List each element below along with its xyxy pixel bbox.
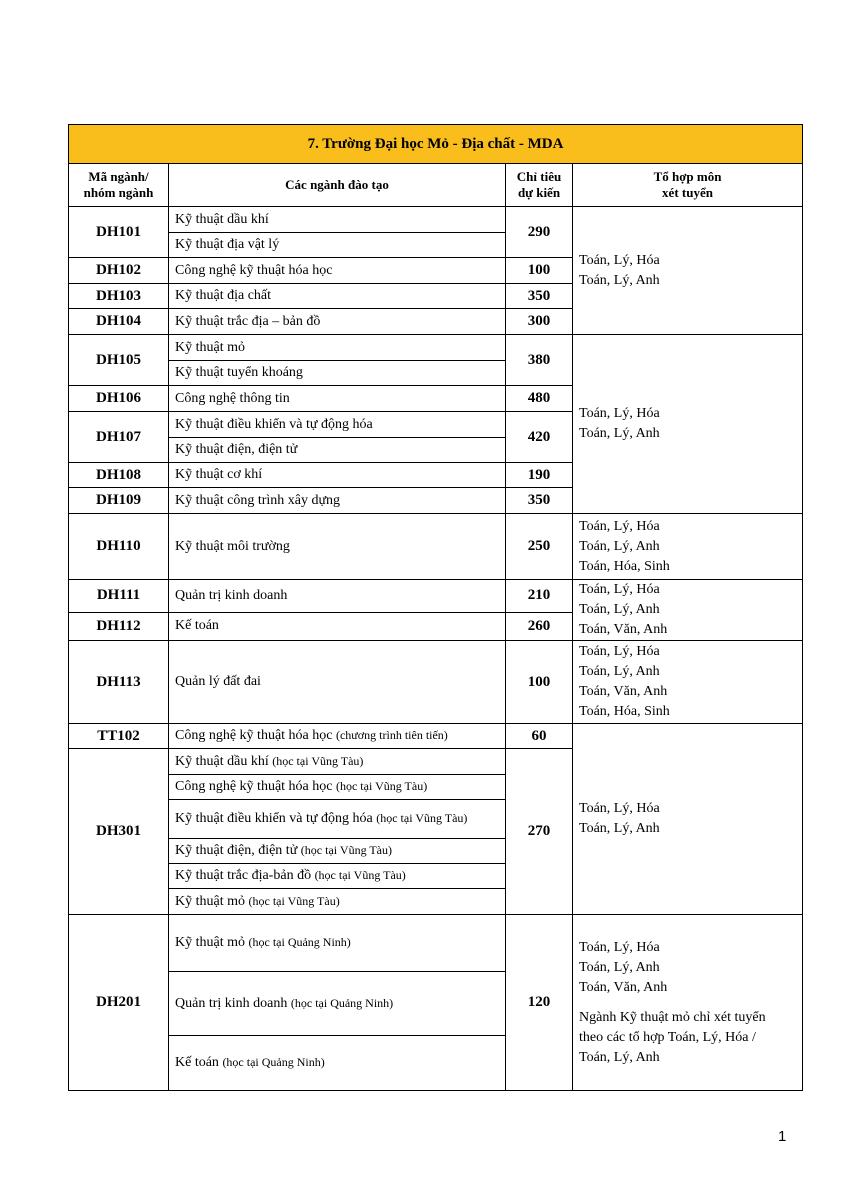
combo-line: Toán, Văn, Anh <box>579 622 668 637</box>
quota-value: 380 <box>506 335 573 386</box>
major-name <box>169 438 506 463</box>
major-name-text: Quản trị kinh doanh <box>175 587 288 603</box>
major-note: (chương trình tiên tiến) <box>335 728 448 742</box>
table-row <box>69 641 803 724</box>
major-name-text: Kỹ thuật mỏ <box>175 339 245 355</box>
major-name-text: Kế toán <box>175 618 219 634</box>
major-name <box>169 361 506 386</box>
major-name <box>169 580 506 613</box>
major-note: (học tại Vũng Tàu) <box>314 868 406 882</box>
major-name <box>169 641 506 724</box>
major-code: DH105 <box>69 335 169 386</box>
major-name-text: Kỹ thuật dầu khí <box>175 211 269 227</box>
major-name-text: Kỹ thuật địa vật lý <box>175 237 280 252</box>
major-code: DH106 <box>69 386 169 412</box>
major-code: DH103 <box>69 284 169 309</box>
quota-value: 60 <box>506 724 573 749</box>
combo-line: Toán, Lý, Anh <box>579 959 660 975</box>
combo-line: Toán, Lý, Hóa <box>579 582 660 597</box>
quota-value: 420 <box>506 412 573 463</box>
major-code: DH113 <box>69 641 169 724</box>
major-name <box>169 335 506 361</box>
major-note: (học tại Quảng Ninh) <box>290 995 394 1010</box>
quota-value: 350 <box>506 488 573 514</box>
table-row <box>69 335 803 361</box>
table-row <box>69 580 803 613</box>
quota-value: 210 <box>506 580 573 613</box>
page-number: 1 <box>778 1128 787 1145</box>
combo-note-line: Toán, Lý, Anh <box>579 1049 660 1065</box>
major-name <box>169 839 506 864</box>
combo-line: Toán, Lý, Hóa <box>579 644 660 659</box>
major-name <box>169 412 506 438</box>
combo-line: Toán, Lý, Anh <box>579 272 660 288</box>
quota-value: 300 <box>506 309 573 335</box>
combo-line: Toán, Lý, Hóa <box>579 518 660 534</box>
combo-line: Toán, Văn, Anh <box>579 979 668 995</box>
combo-line: Toán, Lý, Anh <box>579 664 660 679</box>
header-code: Mã ngành/ nhóm ngành <box>69 164 169 207</box>
major-name-text: Kỹ thuật mỏ <box>175 935 245 950</box>
combo-cell <box>573 514 803 580</box>
table-row <box>69 207 803 233</box>
combo-line: Toán, Văn, Anh <box>579 684 668 699</box>
major-code: TT102 <box>69 724 169 749</box>
major-name <box>169 284 506 309</box>
combo-line: Toán, Lý, Anh <box>579 821 660 836</box>
major-name <box>169 915 506 972</box>
header-majors: Các ngành đào tạo <box>169 164 506 207</box>
major-name-text: Kỹ thuật điều khiển và tự động hóa <box>175 811 373 826</box>
quota-value: 250 <box>506 514 573 580</box>
major-name <box>169 749 506 775</box>
major-name <box>169 864 506 889</box>
school-title: 7. Trường Đại học Mỏ - Địa chất - MDA <box>69 125 803 164</box>
admissions-table <box>68 124 803 1091</box>
combo-line: Toán, Hóa, Sinh <box>579 704 670 719</box>
quota-value: 290 <box>506 207 573 258</box>
combo-cell <box>573 207 803 335</box>
quota-value: 270 <box>506 749 573 915</box>
major-name <box>169 612 506 640</box>
combo-cell <box>573 724 803 915</box>
combo-cell <box>573 335 803 514</box>
major-code: DH301 <box>69 749 169 915</box>
major-name <box>169 309 506 335</box>
major-name-text: Công nghệ kỹ thuật hóa học <box>175 262 333 278</box>
major-code: DH107 <box>69 412 169 463</box>
major-name-text: Kỹ thuật trắc địa – bản đồ <box>175 313 321 329</box>
major-code: DH101 <box>69 207 169 258</box>
major-name-text: Kỹ thuật môi trường <box>175 538 290 554</box>
combo-line: Toán, Lý, Hóa <box>579 406 660 421</box>
major-name-text: Công nghệ kỹ thuật hóa học <box>175 779 333 794</box>
major-name <box>169 233 506 258</box>
major-name-text: Kỹ thuật dầu khí <box>175 753 269 769</box>
combo-cell <box>573 641 803 724</box>
major-name-text: Quản trị kinh doanh <box>175 995 288 1011</box>
header-combos: Tổ hợp môn xét tuyển <box>573 164 803 207</box>
combo-line: Toán, Lý, Hóa <box>579 252 660 268</box>
major-name-text: Kỹ thuật điện, điện tử <box>175 442 298 457</box>
major-code: DH111 <box>69 580 169 613</box>
combo-line: Toán, Lý, Hóa <box>579 801 660 816</box>
major-name-text: Công nghệ thông tin <box>175 390 290 406</box>
major-name-text: Quản lý đất đai <box>175 674 261 689</box>
major-note: (học tại Quảng Ninh) <box>248 935 351 949</box>
major-code: DH110 <box>69 514 169 580</box>
combo-spacer <box>579 998 796 1008</box>
quota-value: 120 <box>506 915 573 1091</box>
quota-value: 190 <box>506 463 573 488</box>
combo-line: Toán, Lý, Anh <box>579 538 660 554</box>
quota-value: 100 <box>506 258 573 284</box>
table-row <box>69 915 803 972</box>
major-name <box>169 1036 506 1091</box>
major-name <box>169 258 506 284</box>
major-name <box>169 463 506 488</box>
major-name <box>169 889 506 915</box>
major-note: (học tại Vũng Tàu) <box>272 753 364 768</box>
combo-line: Toán, Lý, Anh <box>579 602 660 617</box>
combo-line: Toán, Lý, Hóa <box>579 939 660 955</box>
table-row <box>69 724 803 749</box>
major-note: (học tại Vũng Tàu) <box>248 893 340 908</box>
combo-cell <box>573 915 803 1091</box>
major-note: (học tại Vũng Tàu) <box>335 779 428 793</box>
major-name-text: Kỹ thuật tuyển khoáng <box>175 365 303 380</box>
quota-value: 260 <box>506 612 573 640</box>
major-name <box>169 514 506 580</box>
combo-note-line: theo các tổ hợp Toán, Lý, Hóa / <box>579 1029 756 1045</box>
major-code: DH104 <box>69 309 169 335</box>
major-name <box>169 972 506 1036</box>
major-name <box>169 775 506 800</box>
major-name-text: Kế toán <box>175 1055 219 1070</box>
major-name-text: Kỹ thuật trắc địa-bản đồ <box>175 868 312 883</box>
major-name-text: Công nghệ kỹ thuật hóa học <box>175 728 333 743</box>
major-name <box>169 386 506 412</box>
major-name <box>169 724 506 749</box>
major-name <box>169 800 506 839</box>
major-note: (học tại Vũng Tàu) <box>376 811 468 825</box>
quota-value: 480 <box>506 386 573 412</box>
major-code: DH108 <box>69 463 169 488</box>
major-name <box>169 207 506 233</box>
major-name-text: Kỹ thuật địa chất <box>175 288 272 303</box>
major-name-text: Kỹ thuật cơ khí <box>175 467 263 482</box>
combo-note-line: Ngành Kỹ thuật mỏ chỉ xét tuyển <box>579 1009 766 1025</box>
table-body <box>69 207 803 1091</box>
major-code: DH109 <box>69 488 169 514</box>
quota-value: 350 <box>506 284 573 309</box>
major-name-text: Kỹ thuật điều khiển và tự động hóa <box>175 416 373 432</box>
major-name-text: Kỹ thuật điện, điện tử <box>175 843 298 858</box>
quota-value: 100 <box>506 641 573 724</box>
header-quota: Chỉ tiêu dự kiến <box>506 164 573 207</box>
major-name <box>169 488 506 514</box>
combo-line: Toán, Lý, Anh <box>579 426 660 441</box>
major-code: DH102 <box>69 258 169 284</box>
combo-cell <box>573 580 803 641</box>
major-name-text: Kỹ thuật công trình xây dựng <box>175 492 341 508</box>
major-note: (học tại Quảng Ninh) <box>222 1055 325 1069</box>
major-note: (học tại Vũng Tàu) <box>300 843 392 857</box>
major-code: DH201 <box>69 915 169 1091</box>
major-code: DH112 <box>69 612 169 640</box>
table-row <box>69 514 803 580</box>
major-name-text: Kỹ thuật mỏ <box>175 893 245 909</box>
combo-line: Toán, Hóa, Sinh <box>579 558 670 574</box>
